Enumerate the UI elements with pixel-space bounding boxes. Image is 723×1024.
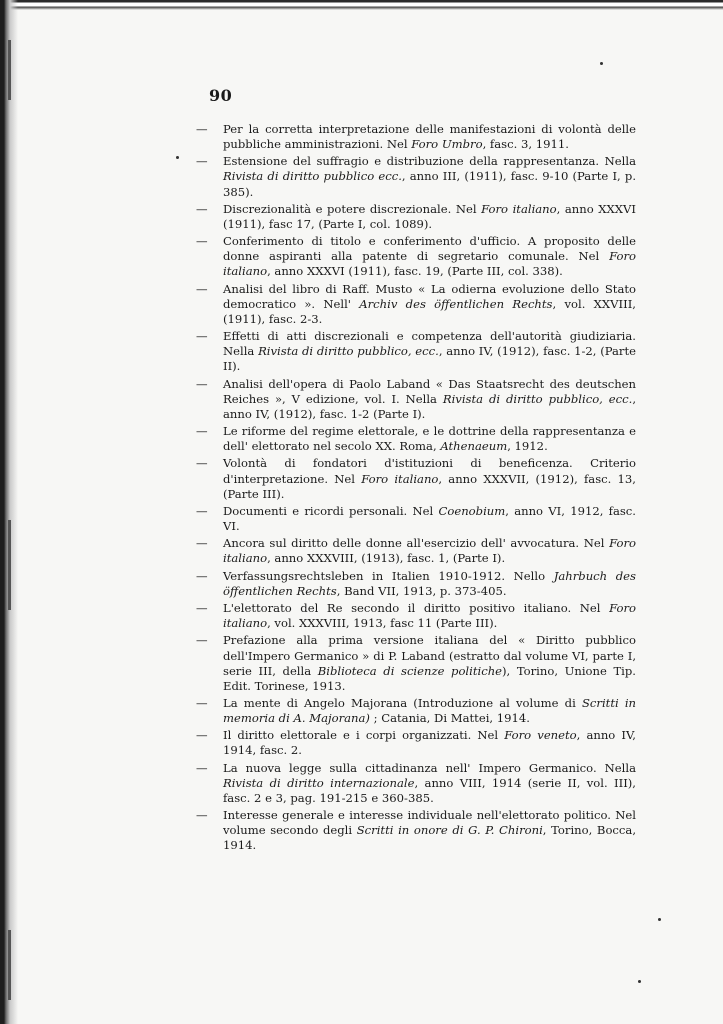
bibliography-entry xyxy=(196,601,636,631)
entry-publication-title: Foro Umbro xyxy=(411,137,483,152)
entry-publication-title: Foro italiano xyxy=(223,601,636,631)
entry-publication-title: Biblioteca di scienze politiche xyxy=(317,663,503,678)
page-number: 90 xyxy=(209,86,233,105)
entry-publication-title: Rivista di diritto pubblico, ecc. xyxy=(442,391,633,406)
scan-edge-mark xyxy=(8,520,11,610)
entry-dash: — xyxy=(196,568,208,583)
bibliography-entry xyxy=(196,122,636,152)
entry-text: , anno XXXVI (1911), fasc 17, (Parte I, col. 1089). xyxy=(223,201,636,231)
entry-text: ; Catania, Di Mattei, 1914. xyxy=(369,711,530,726)
entry-publication-title: Rivista di diritto pubblico ecc. xyxy=(223,169,402,184)
entry-text: Le riforme del regime elettorale, e le dottrine della rappresentanza e dell' elettorato nel secolo XX. Roma, xyxy=(223,424,636,454)
bibliography-entry xyxy=(196,761,636,806)
scan-speck xyxy=(176,156,179,159)
entry-publication-title: Foro veneto xyxy=(504,728,577,743)
scan-speck xyxy=(638,980,641,983)
bibliography-entry xyxy=(196,234,636,279)
entry-dash: — xyxy=(196,808,208,823)
entry-dash: — xyxy=(196,456,208,471)
bibliography-entry xyxy=(196,282,636,327)
bibliography-entry xyxy=(196,536,636,566)
entry-publication-title: Foro italiano xyxy=(223,249,636,279)
entry-text: Volontà di fondatori d'istituzioni di beneficenza. Criterio d'interpretazione. Nel xyxy=(223,456,636,486)
entry-dash: — xyxy=(196,234,208,249)
entry-text: , anno IV, (1912), fasc. 1-2 (Parte I). xyxy=(223,391,636,421)
entry-dash: — xyxy=(196,329,208,344)
entry-publication-title: Scritti in onore di G. P. Chironi xyxy=(356,823,543,838)
entry-dash: — xyxy=(196,281,208,296)
entry-text: Discrezionalità e potere discrezionale. Nel xyxy=(223,201,482,216)
scan-edge-left xyxy=(0,0,18,1024)
entry-dash: — xyxy=(196,201,208,216)
entry-text: ), Torino, Unione Tip. Edit. Torinese, 1913. xyxy=(223,663,636,693)
entry-text: La mente di Angelo Majorana (Introduzione al volume di xyxy=(223,696,582,710)
entry-text: Documenti e ricordi personali. Nel xyxy=(223,503,439,518)
entry-dash: — xyxy=(196,376,208,391)
entry-text: Verfassungsrechtsleben in Italien 1910-1912. Nello xyxy=(223,568,554,583)
entry-text: Prefazione alla prima versione italiana del « Diritto pubblico dell'Impero Germanico » di P. Laband (estratto dal volume VI, parte I, serie III, della xyxy=(223,633,636,678)
entry-publication-title: Foro italiano xyxy=(223,536,636,566)
bibliography-entry xyxy=(196,728,636,758)
bibliography-entry xyxy=(196,424,636,454)
entry-text: Il diritto elettorale e i corpi organizzati. Nel xyxy=(223,728,505,743)
entry-text: , anno XXXVII, (1912), fasc. 13, (Parte III). xyxy=(223,471,636,501)
entry-publication-title: Scritti in memoria di A. Majorana) xyxy=(223,696,637,726)
entry-text: , anno VI, 1912, fasc. VI. xyxy=(223,503,636,534)
scan-speck xyxy=(600,62,603,65)
entry-dash: — xyxy=(196,424,208,439)
entry-publication-title: Coenobium xyxy=(438,503,506,518)
entry-dash: — xyxy=(196,536,208,551)
scan-edge-mark xyxy=(8,930,11,1000)
entry-text: , anno IV, (1912), fasc. 1-2, (Parte II). xyxy=(223,344,636,374)
entry-publication-title: Rivista di diritto internazionale xyxy=(223,775,415,790)
entry-dash: — xyxy=(196,696,208,710)
entry-text: , anno IV, 1914, fasc. 2. xyxy=(223,728,636,758)
entry-publication-title: Foro italiano xyxy=(481,201,557,216)
entry-text: , Band VII, 1913, p. 373-405. xyxy=(336,583,507,598)
entry-publication-title: Athenaeum xyxy=(440,439,508,454)
entry-text: , 1912. xyxy=(507,439,548,454)
entry-dash: — xyxy=(196,760,208,775)
bibliography-entry xyxy=(196,504,636,534)
entry-dash: — xyxy=(196,633,208,648)
entry-text: , anno XXXVI (1911), fasc. 19, (Parte III, col. 338). xyxy=(267,264,563,279)
entry-publication-title: Archiv des öffentlichen Rechts xyxy=(359,296,553,311)
bibliography-entry xyxy=(196,808,636,853)
entry-text: , vol. XXXVIII, 1913, fasc 11 (Parte III). xyxy=(267,616,498,631)
entry-publication-title: Jahrbuch des öffentlichen Rechts xyxy=(223,568,636,598)
entry-text: La nuova legge sulla cittadinanza nell' Impero Germanico. Nella xyxy=(223,760,636,775)
entry-text: Analisi dell'opera di Paolo Laband « Das Staatsrecht des deutschen Reiches », V edizione, vol. I. Nella xyxy=(223,376,636,406)
bibliography-entry xyxy=(196,569,636,599)
entry-dash: — xyxy=(196,601,208,616)
entry-publication-title: Foro italiano xyxy=(361,471,439,486)
entry-text: , Torino, Bocca, 1914. xyxy=(223,823,637,853)
entry-dash: — xyxy=(196,728,208,743)
entry-text: Conferimento di titolo e conferimento d'ufficio. A proposito delle donne aspiranti alla patente di segretario comunale. Nel xyxy=(223,234,636,264)
entry-text: , anno XXXVIII, (1913), fasc. 1, (Parte I). xyxy=(267,551,506,566)
entry-text: , anno III, (1911), fasc. 9-10 (Parte I, p. 385). xyxy=(223,169,636,199)
bibliography-entry xyxy=(196,202,636,232)
entry-text: , fasc. 3, 1911. xyxy=(482,137,569,152)
entry-dash: — xyxy=(196,122,208,136)
entry-dash: — xyxy=(196,154,208,169)
entry-text: L'elettorato del Re secondo il diritto positivo italiano. Nel xyxy=(223,601,610,616)
bibliography-entry xyxy=(196,456,636,501)
bibliography-entry xyxy=(196,154,636,199)
entry-text: Estensione del suffragio e distribuzione della rappresentanza. Nella xyxy=(223,154,636,169)
bibliography-entry xyxy=(196,329,636,374)
scan-edge-top xyxy=(0,0,723,10)
bibliography-entry xyxy=(196,633,636,693)
bibliography-list xyxy=(196,122,636,856)
entry-text: Per la corretta interpretazione delle manifestazioni di volontà delle pubbliche amministrazioni. Nel xyxy=(223,122,636,152)
entry-text: Effetti di atti discrezionali e competenza dell'autorità giudiziaria. Nella xyxy=(223,329,636,359)
bibliography-entry xyxy=(196,377,636,422)
entry-text: Analisi del libro di Raff. Musto « La odierna evoluzione dello Stato democratico ». Nell' xyxy=(223,281,636,311)
entry-text: , anno VIII, 1914 (serie II, vol. III), fasc. 2 e 3, pag. 191-215 e 360-385. xyxy=(223,775,636,805)
entry-dash: — xyxy=(196,503,208,518)
scan-speck xyxy=(658,918,661,921)
entry-text: Interesse generale e interesse individuale nell'elettorato politico. Nel volume secondo degli xyxy=(223,808,636,838)
entry-publication-title: Rivista di diritto pubblico, ecc. xyxy=(258,344,439,359)
entry-text: Ancora sul diritto delle donne all'esercizio dell' avvocatura. Nel xyxy=(223,536,610,551)
entry-text: , vol. XXVIII, (1911), fasc. 2-3. xyxy=(223,296,636,326)
bibliography-entry xyxy=(196,696,636,726)
scan-edge-mark xyxy=(8,40,11,100)
